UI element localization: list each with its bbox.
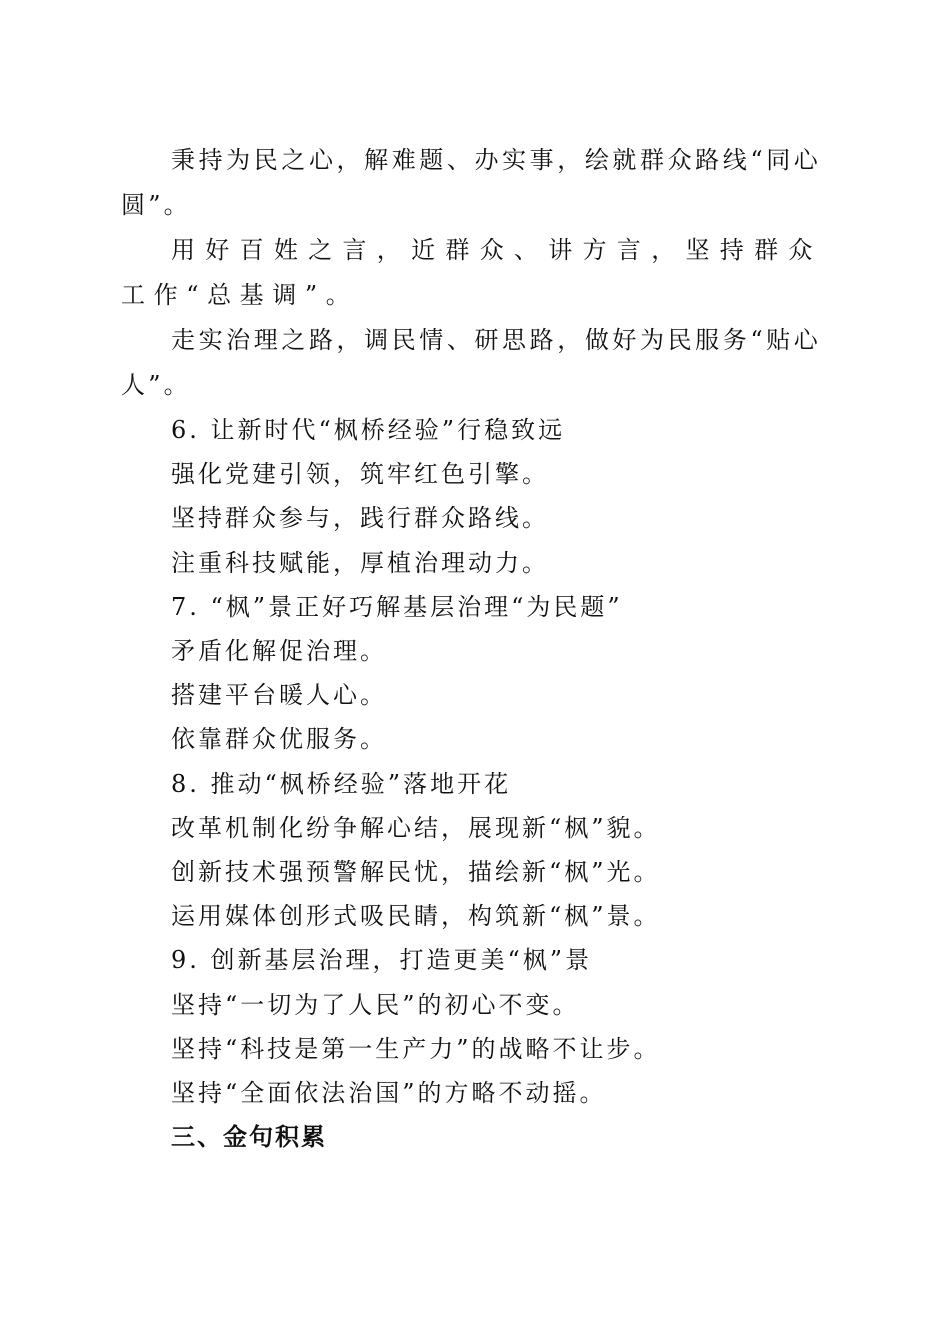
subheading-8: 8. 推动“枫桥经验”落地开花 (171, 769, 512, 798)
list-item: 搭建平台暖人心。 (171, 681, 387, 710)
list-item: 创新技术强预警解民忧，描绘新“枫”光。 (171, 858, 661, 887)
list-item: 运用媒体创形式吸民睛，构筑新“枫”景。 (171, 902, 661, 931)
list-item: 坚持“科技是第一生产力”的战略不让步。 (171, 1034, 661, 1063)
list-item: 强化党建引领，筑牢红色引擎。 (171, 460, 549, 489)
document-body (121, 138, 821, 1159)
list-item: 依靠群众优服务。 (171, 725, 387, 754)
list-item: 矛盾化解促治理。 (171, 637, 387, 666)
paragraph-tongxinyuan: 秉持为民之心，解难题、办实事，绘就群众路线“同心圆”。 (121, 146, 821, 219)
section-heading: 三、金句积累 (171, 1122, 327, 1152)
subheading-7: 7. “枫”景正好巧解基层治理“为民题” (171, 592, 623, 621)
subheading-9: 9. 创新基层治理，打造更美“枫”景 (171, 946, 593, 975)
subheading-6: 6. 让新时代“枫桥经验”行稳致远 (171, 416, 566, 444)
list-item: 坚持群众参与，践行群众路线。 (171, 504, 549, 533)
paragraph-zongjidiao: 用好百姓之言，近群众、讲方言，坚持群众工作“总基调”。 (121, 236, 821, 309)
list-item: 坚持“全面依法治国”的方略不动摇。 (171, 1079, 607, 1108)
list-item: 坚持“一切为了人民”的初心不变。 (171, 990, 580, 1019)
list-item: 改革机制化纷争解心结，展现新“枫”貌。 (171, 813, 661, 842)
list-item: 注重科技赋能，厚植治理动力。 (171, 548, 549, 577)
paragraph-tiexinren: 走实治理之路，调民情、研思路，做好为民服务“贴心人”。 (121, 326, 821, 399)
